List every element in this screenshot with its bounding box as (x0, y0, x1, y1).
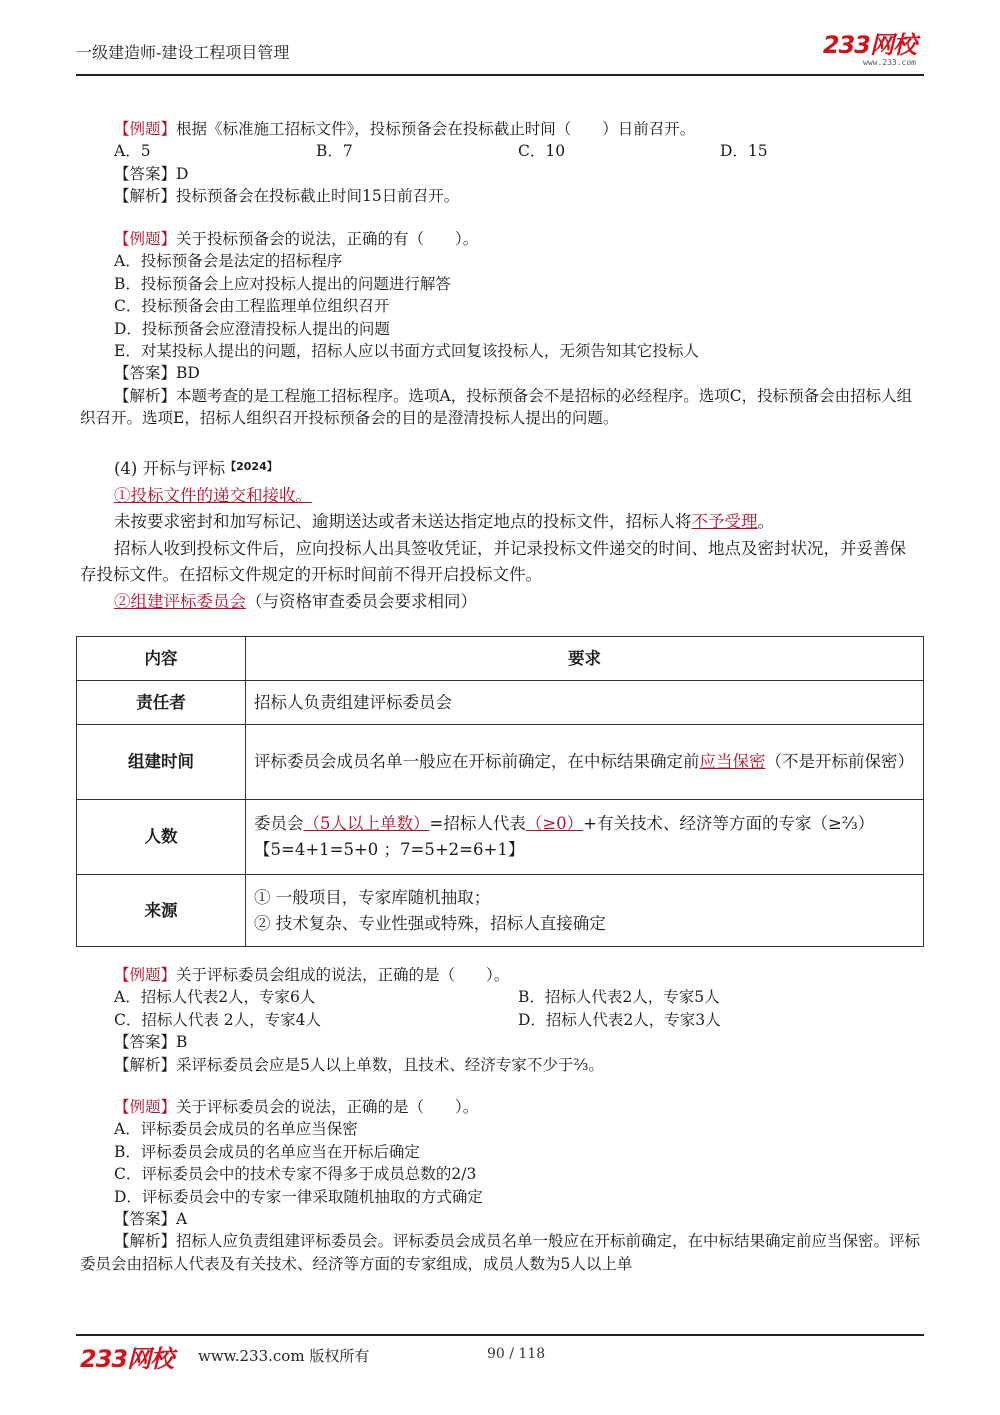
row-text (246, 725, 924, 800)
option-row (80, 1009, 922, 1031)
row-label: 来源 (77, 875, 246, 947)
row-label: 组建时间 (77, 725, 246, 800)
option-d: D．招标人代表2人，专家3人 (518, 1010, 721, 1029)
paragraph-rejection: 未按要求密封和加写标记、逾期送达或者未送达指定地点的投标文件，招标人将 (114, 512, 692, 531)
answer-tag: 【答案】 (114, 164, 177, 183)
option-c: C．评标委员会中的技术专家不得多于成员总数的2/3 (114, 1165, 477, 1184)
analysis-tag: 【解析】 (114, 1232, 177, 1251)
option-row (80, 986, 922, 1008)
example-tag: 【例题】 (114, 966, 177, 984)
page-number: 90 / 118 (487, 1346, 546, 1362)
subheading-committee: ②组建评标委员会 (114, 591, 246, 611)
option-list (80, 140, 922, 162)
table-row (77, 725, 924, 800)
example-tag: 【例题】 (114, 230, 177, 248)
analysis-text: 本题考查的是工程施工招标程序。选项A，投标预备会不是招标的必经程序。选项C，投标预备会由招标人组织召开。选项E，招标人组织召开投标预备会的目的是澄清投标人提出的问题。 (80, 386, 913, 428)
emphasis-keep-secret: 应当保密 (699, 752, 766, 771)
source-line-1: ① 一般项目，专家库随机抽取； (254, 887, 491, 907)
subheading-bid-submission: ①投标文件的递交和接收。 (114, 485, 312, 505)
option-e: E．对某投标人提出的问题，招标人应以书面方式回复该投标人，无须告知其它投标人 (114, 342, 699, 361)
row-text (246, 875, 924, 947)
subheading-note: （与资格审查委员会要求相同） (246, 591, 477, 611)
answer-tag: 【答案】 (114, 364, 177, 383)
table-row (77, 875, 924, 947)
question-stem: 关于评标委员会组成的说法，正确的是（ ）。 (176, 966, 510, 984)
example-question-2 (80, 228, 922, 430)
section-bid-opening (80, 454, 922, 615)
header-requirement: 要求 (246, 637, 924, 681)
analysis-tag: 【解析】 (114, 187, 177, 206)
header-content: 内容 (77, 637, 246, 681)
answer-value: D (176, 164, 189, 183)
option-c: C．10 (518, 142, 566, 161)
option-d: D．15 (720, 142, 768, 161)
page-header (76, 30, 924, 72)
answer-tag: 【答案】 (114, 1033, 177, 1052)
option-a: A．5 (114, 142, 151, 161)
footer-copyright: www.233.com 版权所有 (198, 1347, 370, 1365)
emphasis-odd-number: （5人以上单数） (303, 814, 430, 833)
emphasis-ge-zero: （≥0） (525, 814, 584, 833)
analysis-tag: 【解析】 (114, 386, 177, 405)
row-text (246, 800, 924, 875)
table-row (77, 681, 924, 725)
table-header-row (77, 637, 924, 681)
option-a: A．评标委员会成员的名单应当保密 (114, 1120, 358, 1139)
example-question-1 (80, 118, 922, 208)
text-part: （不是开标前保密） (765, 752, 914, 771)
logo-url: www.233.com (863, 58, 916, 67)
brand-logo (823, 32, 916, 67)
option-c: C．投标预备会由工程监理单位组织召开 (114, 297, 390, 316)
option-c: C．招标人代表 2人，专家4人 (114, 1010, 322, 1029)
year-badge: 【2024】 (225, 460, 278, 473)
option-a: A．投标预备会是法定的招标程序 (114, 252, 343, 271)
analysis-text: 采评标委员会应是5人以上单数，且技术、经济专家不少于⅔。 (176, 1055, 604, 1074)
question-stem: 根据《标准施工招标文件》，投标预备会在投标截止时间（ ）日前召开。 (176, 120, 696, 138)
row-label: 责任者 (77, 681, 246, 725)
option-d: D．投标预备会应澄清投标人提出的问题 (114, 319, 390, 338)
analysis-text: 招标人应负责组建评标委员会。评标委员会成员名单一般应在开标前确定，在中标结果确定前应当保密。评标委员会由招标人代表及有关技术、经济等方面的专家组成，成员人数为5人以上单 (80, 1232, 921, 1273)
section-heading: (4) 开标与评标 (114, 459, 226, 478)
logo-text: 233网校 (822, 31, 916, 59)
footer-logo: 233网校 (80, 1345, 174, 1373)
analysis-text: 投标预备会在投标截止时间15日前召开。 (176, 187, 460, 206)
question-stem: 关于评标委员会的说法，正确的是（ ）。 (176, 1098, 479, 1116)
option-a: A．招标人代表2人，专家6人 (114, 988, 316, 1007)
analysis-tag: 【解析】 (114, 1055, 177, 1074)
header-divider (76, 74, 924, 76)
text-part: 委员会 (254, 814, 304, 833)
example-tag: 【例题】 (114, 1098, 177, 1116)
answer-value: B (176, 1033, 188, 1052)
paragraph-receipt: 招标人收到投标文件后，应向投标人出具签收凭证，并记录投标文件递交的时间、地点及密封状况，并妥善保存投标文件。在招标文件规定的开标时间前不得开启投标文件。 (80, 538, 906, 584)
option-b: B．投标预备会上应对投标人提出的问题进行解答 (114, 274, 451, 293)
example-question-3 (80, 964, 922, 1076)
punctuation: 。 (757, 512, 774, 531)
table-row (77, 800, 924, 875)
answer-value: BD (176, 364, 200, 383)
source-line-2: ② 技术复杂、专业性强或特殊，招标人直接确定 (254, 913, 606, 933)
text-part: +有关技术、经济等方面的专家（≥⅔）【5=4+1=5+0 ；7=5+2=6+1】 (254, 814, 875, 859)
emphasis-not-accepted: 不予受理 (691, 512, 758, 531)
footer-divider (76, 1334, 924, 1336)
text-part: 评标委员会成员名单一般应在开标前确定，在中标结果确定前 (254, 752, 700, 771)
option-b: B．7 (316, 142, 353, 161)
text-part: =招标人代表 (429, 814, 526, 833)
question-stem: 关于投标预备会的说法，正确的有（ ）。 (176, 230, 479, 248)
committee-requirements-table (76, 636, 924, 947)
example-tag: 【例题】 (114, 120, 177, 138)
option-b: B．评标委员会成员的名单应当在开标后确定 (114, 1142, 420, 1161)
answer-tag: 【答案】 (114, 1210, 177, 1229)
option-b: B．招标人代表2人，专家5人 (518, 988, 720, 1007)
option-d: D．评标委员会中的专家一律采取随机抽取的方式确定 (114, 1187, 483, 1206)
answer-value: A (176, 1210, 188, 1229)
header-title: 一级建造师-建设工程项目管理 (76, 43, 290, 62)
row-label: 人数 (77, 800, 246, 875)
example-question-4 (80, 1096, 922, 1275)
row-text: 招标人负责组建评标委员会 (246, 681, 924, 725)
